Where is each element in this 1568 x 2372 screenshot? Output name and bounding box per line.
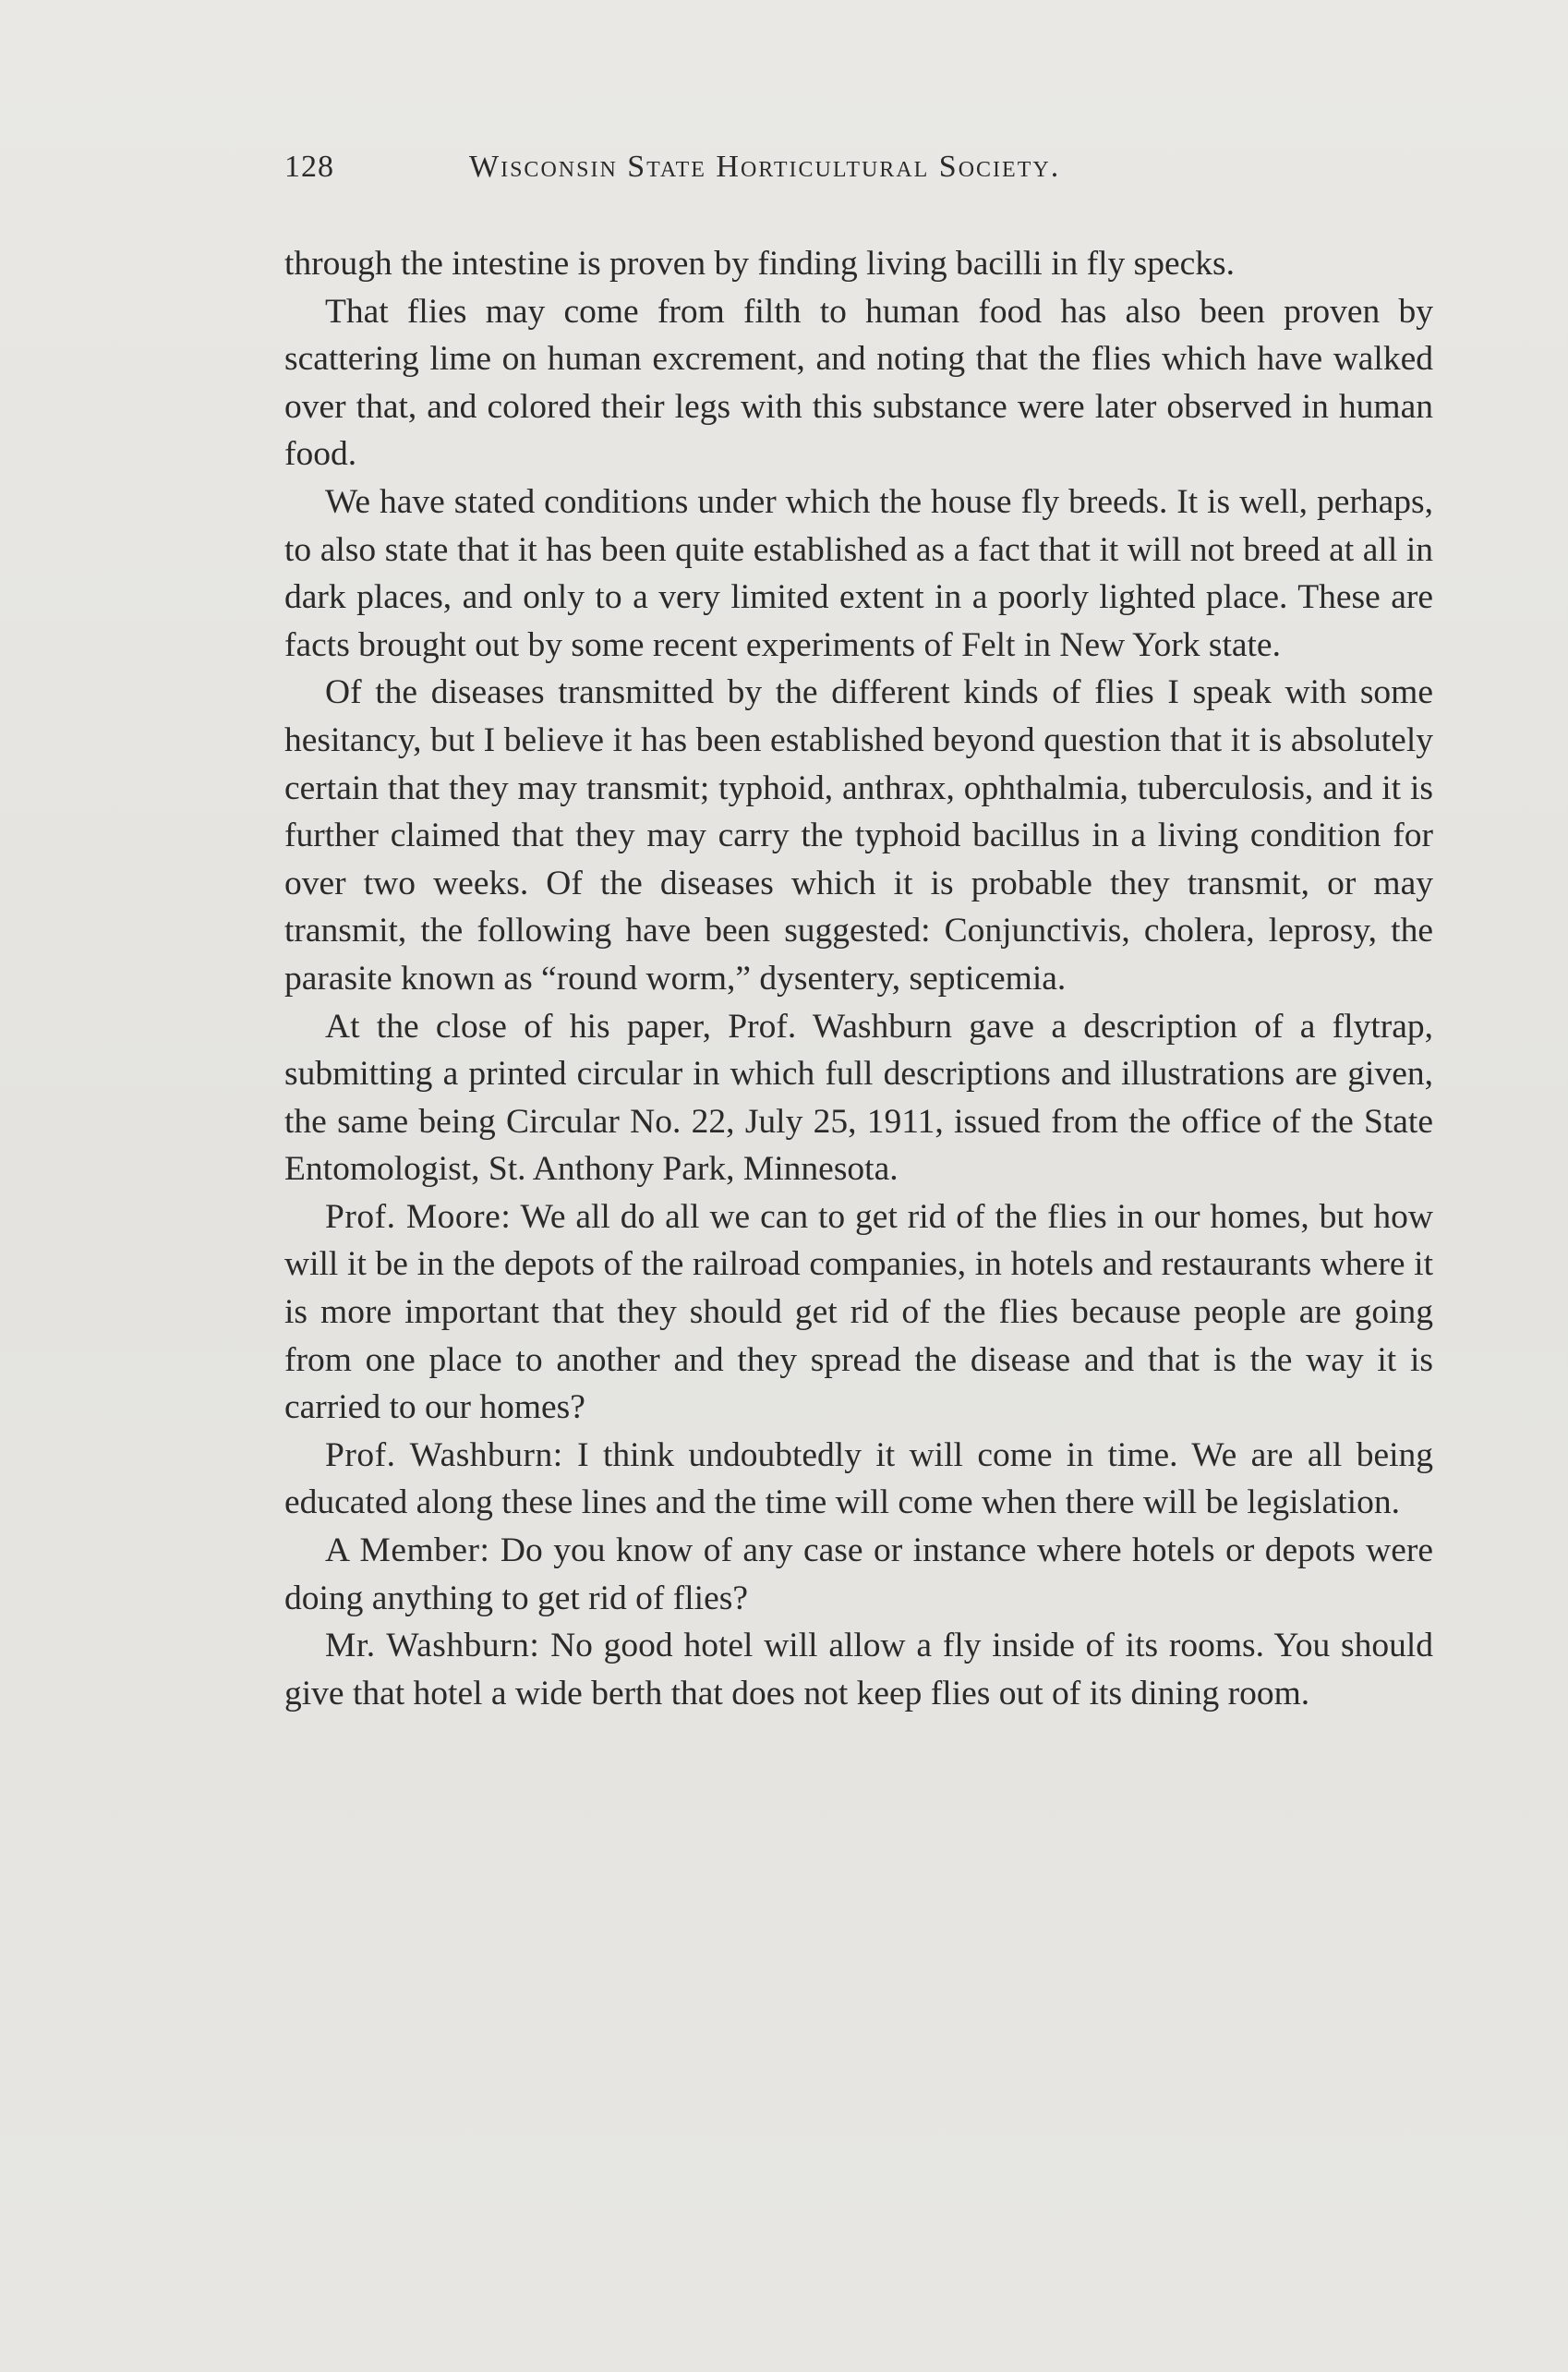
- paragraph-text: I think undoubtedly it will come in time. We are all being educated along these lines and the time will come when there will be legislation.: [284, 1435, 1434, 1522]
- speaker-label: Prof. Washburn:: [325, 1435, 563, 1474]
- paragraph: [284, 1527, 1433, 1622]
- paragraph-text: We all do all we can to get rid of the flies in our homes, but how will it be in the depots of the railroad companies, in hotels and restaurants where it is more important that they should get rid of the flies because people are going from one place to another and they spread the disease and that is the way it is carried to our homes?: [284, 1197, 1434, 1427]
- paragraph-text: At the close of his paper, Prof. Washburn gave a description of a flytrap, submitting a printed circular in which full descriptions and illustrations are given, the same being Circular No. 22, July 25, 1911, issued from the office of the State Entomologist, St. Anthony Park, Minnesota.: [284, 1007, 1433, 1189]
- paragraph-text: That flies may come from filth to human food has also been proven by scattering lime on human excrement, and noting that the flies which have walked over that, and colored their legs with this substance were later observed in human food.: [284, 292, 1433, 474]
- paragraph: [284, 288, 1433, 478]
- paragraph-text: No good hotel will allow a fly inside of its rooms. You should give that hotel a wide berth that does not keep flies out of its dining room.: [284, 1627, 1433, 1712]
- paragraph: [284, 1193, 1433, 1432]
- paragraph: [284, 240, 1433, 288]
- paragraph: [284, 669, 1433, 1002]
- speaker-label: Mr. Washburn:: [325, 1627, 540, 1665]
- paragraph-text: Do you know of any case or instance where hotels or depots were doing anything to get rid of flies?: [284, 1531, 1434, 1617]
- paragraph-text: through the intestine is proven by finding living bacilli in fly specks.: [284, 245, 1236, 283]
- page-header: [284, 150, 1254, 196]
- paragraph-text: Of the diseases transmitted by the different kinds of flies I speak with some hesitancy, but I believe it has been established beyond question that it is absolutely certain that they may transmit; typhoid, anthrax, ophthalmia, tuberculosis, and it is further claimed that they may carry the typhoid bacillus in a living condition for over two weeks. Of the diseases which it is probable they transmit, or may transmit, the following have been suggested: Conjunctivis, cholera, leprosy, the parasite known as “round worm,” dysentery, septicemia.: [284, 673, 1433, 998]
- paragraph: [284, 1432, 1433, 1527]
- body-text: [284, 240, 1433, 1717]
- page-number: 128: [284, 150, 334, 184]
- speaker-label: Prof. Moore:: [325, 1197, 512, 1236]
- speaker-label: A Member:: [325, 1531, 490, 1570]
- running-title: Wisconsin State Horticultural Society.: [469, 150, 1061, 184]
- paragraph-text: We have stated conditions under which the house fly breeds. It is well, perhaps, to also state that it has been quite established as a fact that it will not breed at all in dark places, and only to a very limited extent in a poorly lighted place. These are facts brought out by some recent experiments of Felt in New York state.: [284, 482, 1433, 664]
- paragraph: [284, 478, 1433, 669]
- paragraph: [284, 1003, 1433, 1193]
- paragraph: [284, 1622, 1433, 1717]
